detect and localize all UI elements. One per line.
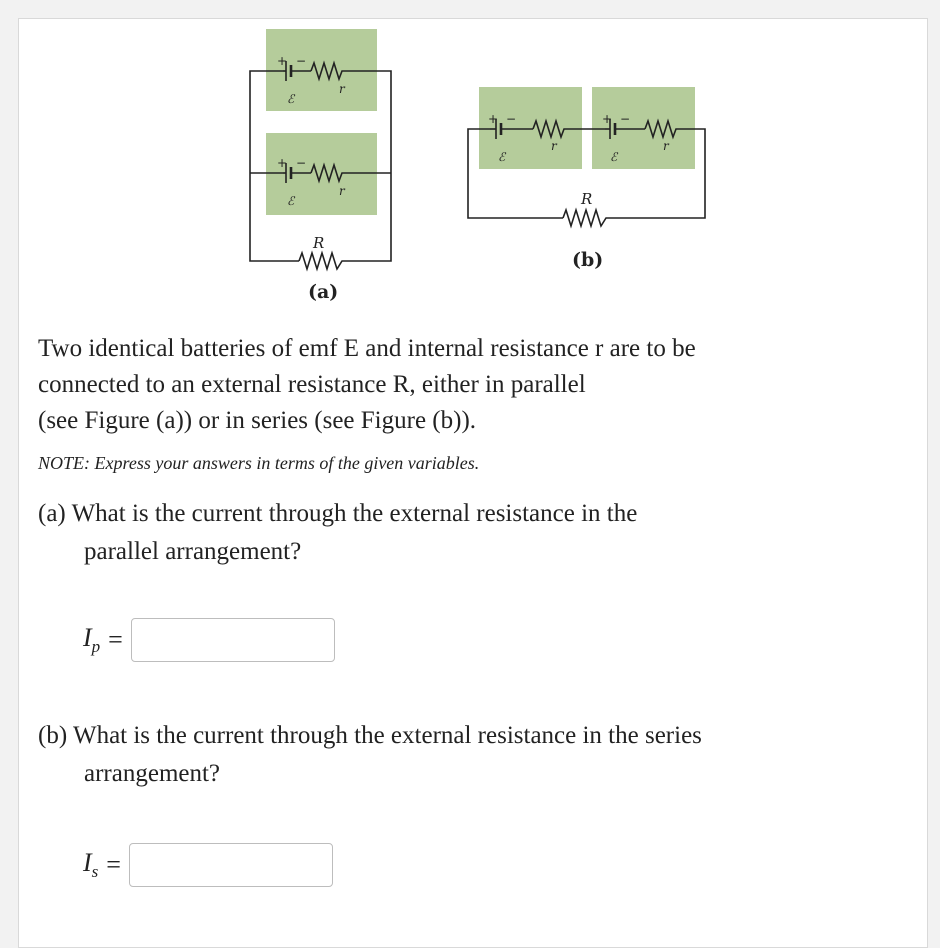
part-b-subscript: s bbox=[91, 862, 99, 882]
part-b-variable-letter: I bbox=[83, 847, 92, 877]
battery-box-b-right bbox=[592, 87, 695, 169]
r-label-a-top: r bbox=[339, 82, 345, 96]
emf-label-a-bottom: ℰ bbox=[287, 194, 295, 208]
minus-sign-b-right: − bbox=[620, 112, 631, 126]
emf-label-b-right: ℰ bbox=[610, 150, 618, 164]
resistor-b-external bbox=[563, 210, 609, 226]
part-a-line-1 bbox=[38, 495, 918, 533]
part-a-question-text-2: parallel arrangement? bbox=[84, 538, 302, 565]
minus-sign-b-left: − bbox=[506, 112, 517, 126]
figure-b-label: (b) bbox=[572, 249, 604, 271]
plus-sign-b-left: + bbox=[488, 112, 499, 126]
part-a-answer-row bbox=[83, 618, 335, 662]
r-label-b-right: r bbox=[663, 139, 669, 153]
part-b-answer-input[interactable] bbox=[129, 843, 333, 887]
intro-line-1: Two identical batteries of emf E and internal resistance r are to be bbox=[38, 335, 696, 362]
figure-a bbox=[250, 29, 391, 303]
emf-label-b-left: ℰ bbox=[498, 150, 506, 164]
note-text: NOTE: Express your answers in terms of the given variables. bbox=[38, 453, 480, 473]
r-label-a-bottom: r bbox=[339, 184, 345, 198]
circuit-figure bbox=[19, 19, 919, 319]
part-a-subscript: p bbox=[91, 637, 101, 657]
part-b-question bbox=[38, 717, 918, 793]
intro-line-2: connected to an external resistance R, either in parallel bbox=[38, 371, 586, 398]
battery-box-b-left bbox=[479, 87, 582, 169]
part-a-question-text-1: What is the current through the external resistance in the bbox=[71, 500, 638, 527]
part-b-question-text-1: What is the current through the external resistance in the series bbox=[72, 722, 702, 749]
R-label-a: R bbox=[313, 234, 325, 252]
r-label-b-left: r bbox=[551, 139, 557, 153]
part-b-line-1 bbox=[38, 717, 918, 755]
part-b-label: (b) bbox=[38, 722, 68, 749]
minus-sign-a-bottom: − bbox=[296, 156, 307, 170]
intro-line-3: (see Figure (a)) or in series (see Figure (b)). bbox=[38, 407, 477, 434]
figure-a-label: (a) bbox=[308, 281, 339, 303]
part-b-variable bbox=[83, 848, 98, 882]
question-card bbox=[18, 18, 928, 948]
part-b-equals: = bbox=[106, 850, 121, 879]
R-label-b: R bbox=[581, 190, 593, 208]
part-a-question bbox=[38, 495, 918, 571]
minus-sign-a-top: − bbox=[296, 54, 307, 68]
plus-sign-a-top: + bbox=[277, 54, 288, 68]
plus-sign-a-bottom: + bbox=[277, 156, 288, 170]
part-b-question-text-2: arrangement? bbox=[84, 760, 221, 787]
problem-statement bbox=[38, 331, 908, 439]
plus-sign-b-right: + bbox=[602, 112, 613, 126]
part-a-answer-input[interactable] bbox=[131, 618, 335, 662]
part-b-answer-row bbox=[83, 843, 333, 887]
part-a-label: (a) bbox=[38, 500, 66, 527]
resistor-a-external bbox=[299, 253, 345, 269]
figure-b bbox=[468, 87, 705, 271]
part-a-variable bbox=[83, 623, 100, 657]
part-a-variable-letter: I bbox=[83, 622, 92, 652]
emf-label-a-top: ℰ bbox=[287, 92, 295, 106]
part-a-equals: = bbox=[108, 625, 123, 654]
